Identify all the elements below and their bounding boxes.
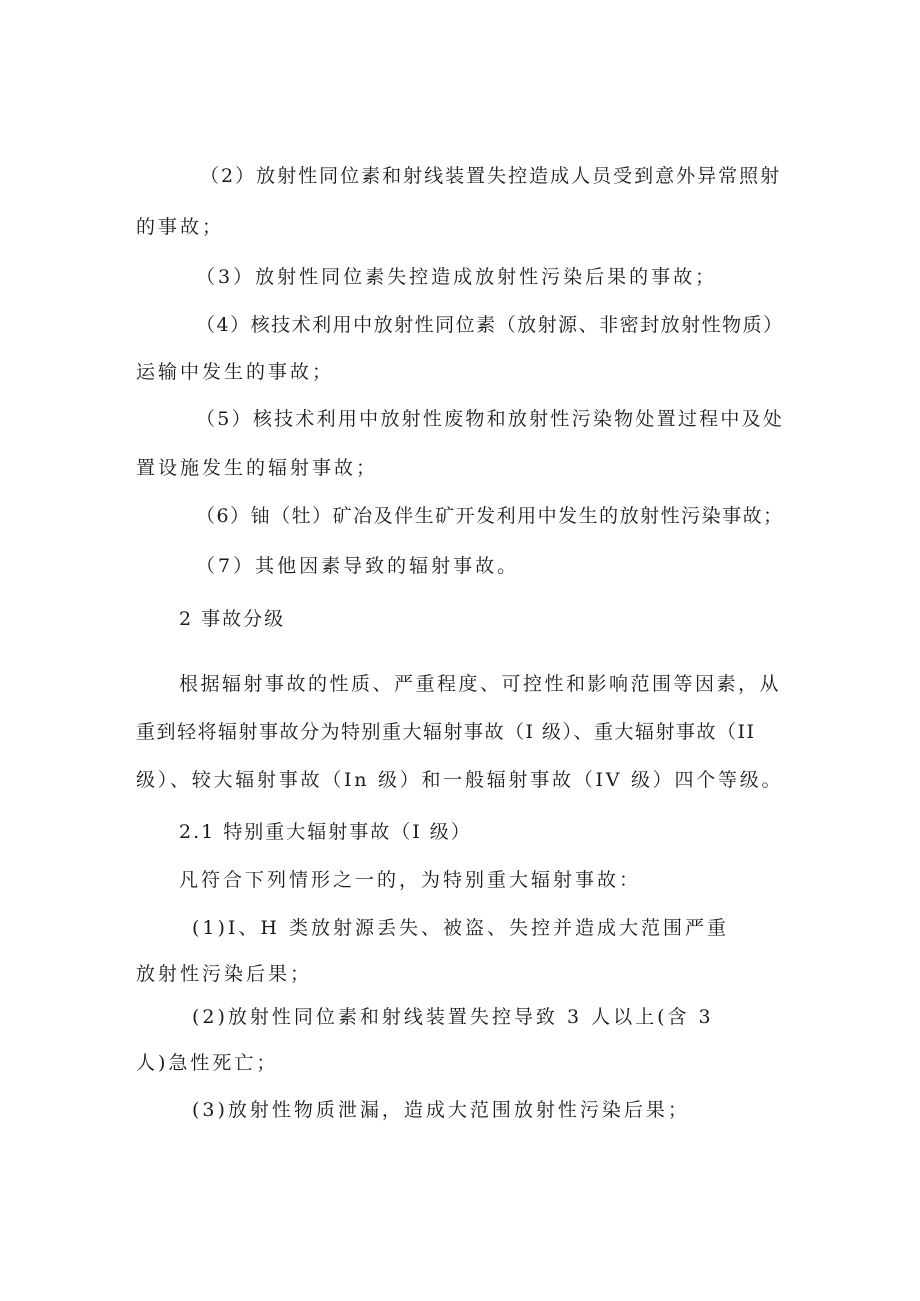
item-4-line-2: 运输中发生的事故； bbox=[136, 361, 335, 383]
item-7-line: （7）其他因素导致的辐射事故。 bbox=[196, 555, 520, 577]
criterion-2-line-2: 人)急性死亡； bbox=[136, 1052, 279, 1074]
item-2-line-2: 的事故； bbox=[136, 216, 225, 238]
criterion-2-line-1: (2)放射性同位素和射线装置失控导致 3 人以上(含 3 bbox=[192, 1006, 714, 1028]
criterion-3-line: (3)放射性物质泄漏，造成大范围放射性污染后果； bbox=[192, 1099, 690, 1121]
item-5-line-1: （5）核技术利用中放射性废物和放射性污染物处置过程中及处 bbox=[196, 408, 785, 430]
section-heading-2-1: 2.1 特别重大辐射事故（I 级） bbox=[179, 821, 472, 843]
item-5-line-2: 置设施发生的辐射事故； bbox=[136, 457, 379, 479]
section-heading-2: 2 事故分级 bbox=[179, 608, 286, 630]
criterion-1-line-1: (1)I、H 类放射源丢失、被盗、失控并造成大范围严重 bbox=[192, 917, 730, 939]
criteria-intro: 凡符合下列情形之一的，为特别重大辐射事故： bbox=[179, 869, 642, 891]
paragraph-classification-line-1: 根据辐射事故的性质、严重程度、可控性和影响范围等因素，从 bbox=[179, 673, 782, 695]
paragraph-classification-line-2: 重到轻将辐射事故分为特别重大辐射事故（I 级）、重大辐射事故（II bbox=[136, 721, 756, 743]
item-6-line: （6）铀（牡）矿冶及伴生矿开发利用中发生的放射性污染事故； bbox=[196, 505, 784, 527]
criterion-1-line-2: 放射性污染后果； bbox=[136, 963, 313, 985]
item-3-line: （3）放射性同位素失控造成放射性污染后果的事故； bbox=[196, 266, 718, 288]
item-4-line-1: （4）核技术利用中放射性同位素（放射源、非密封放射性物质） bbox=[196, 314, 784, 336]
item-2-line-1: （2）放射性同位素和射线装置失控造成人员受到意外异常照射 bbox=[200, 165, 782, 187]
paragraph-classification-line-3: 级）、较大辐射事故（In 级）和一般辐射事故（IV 级）四个等级。 bbox=[136, 769, 784, 791]
